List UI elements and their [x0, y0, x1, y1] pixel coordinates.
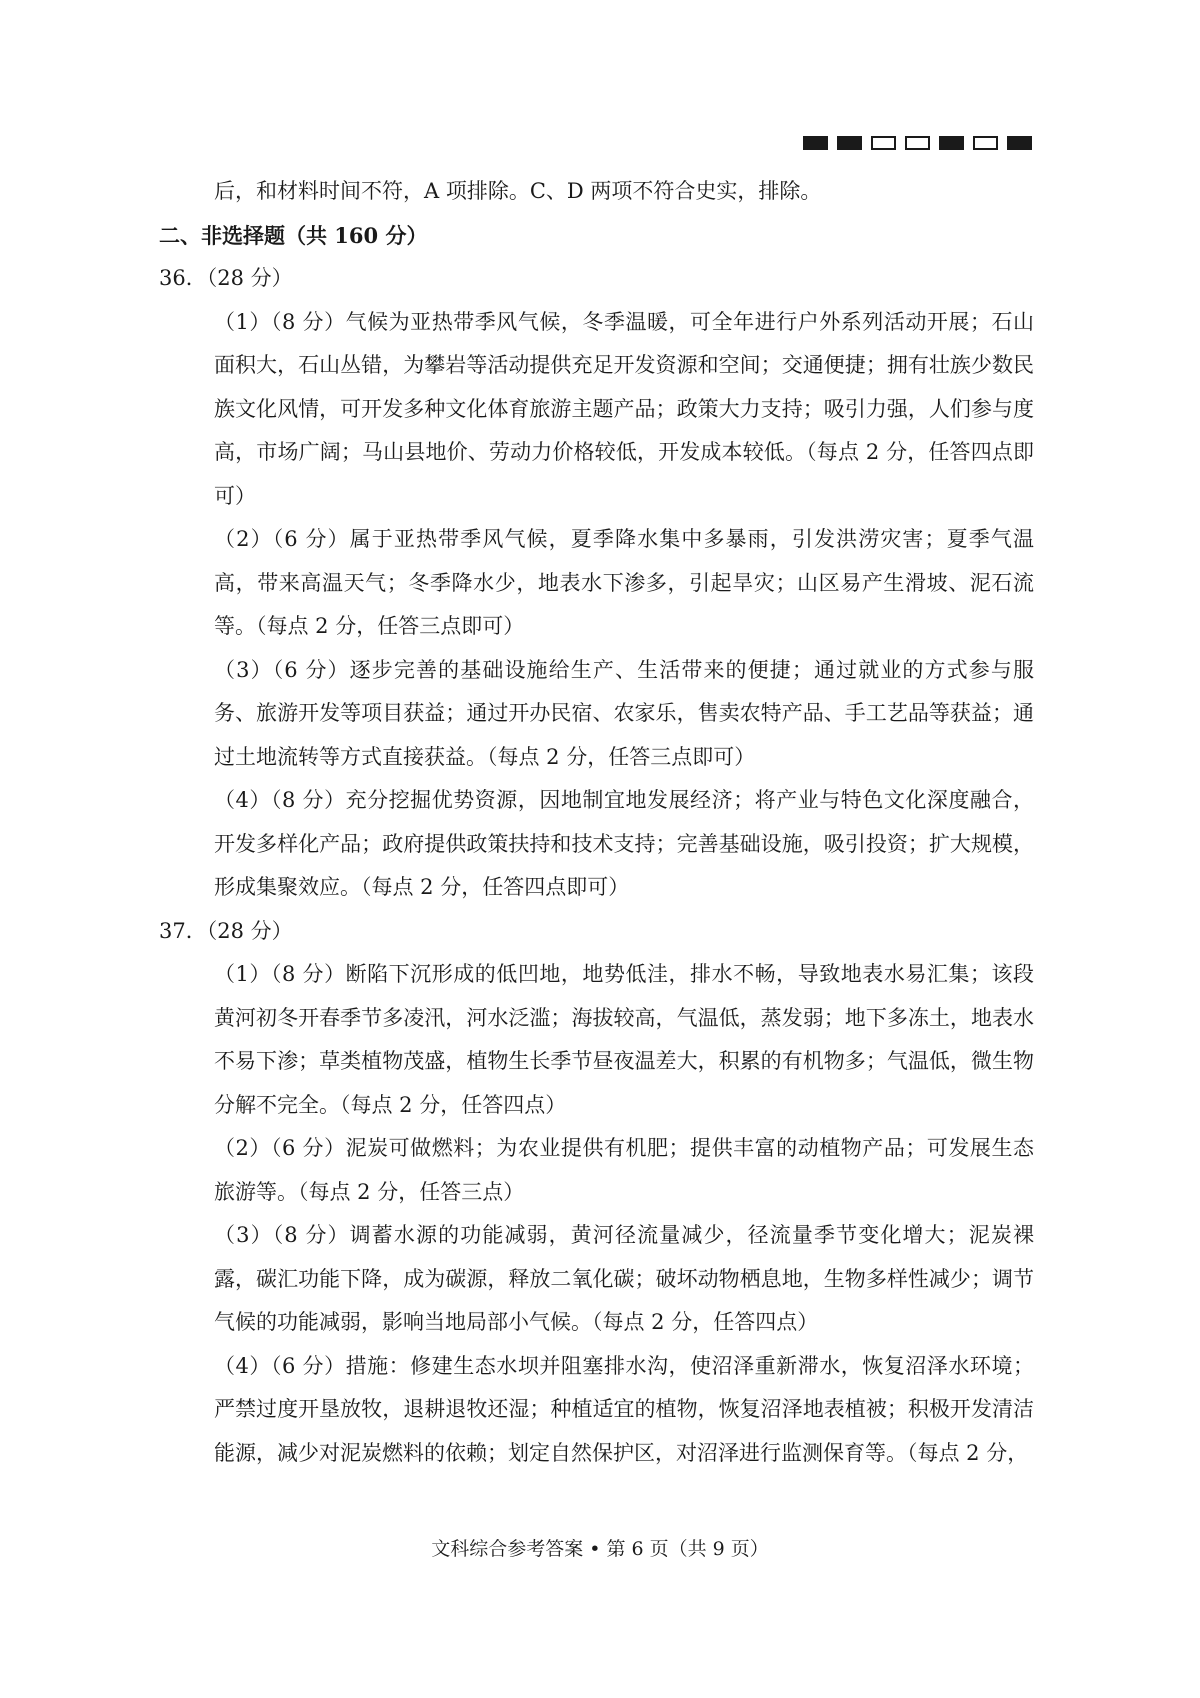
lead-line: 后，和材料时间不符，A 项排除。C、D 两项不符合史实，排除。: [214, 179, 822, 203]
page-marker-blocks: [803, 136, 1032, 150]
answer-content: [159, 170, 1034, 1475]
q36-answer-1: （1）（8 分）气候为亚热带季风气候，冬季温暖，可全年进行户外系列活动开展；石山面积大，石山丛错，为攀岩等活动提供充足开发资源和空间；交通便捷；拥有壮族少数民族文化风情，可开发多种文化体育旅游主题产品；政策大力支持；吸引力强，人们参与度高，市场广阔；马山县地价、劳动力价格较低，开发成本较低。（每点 2 分，任答四点即可）: [214, 309, 1034, 508]
marker-block-6: [973, 136, 998, 150]
q36-answer-3: （3）（6 分）逐步完善的基础设施给生产、生活带来的便捷；通过就业的方式参与服务、旅游开发等项目获益；通过开办民宿、农家乐，售卖农特产品、手工艺品等获益；通过土地流转等方式直接获益。（每点 2 分，任答三点即可）: [214, 657, 1034, 769]
marker-block-7: [1007, 136, 1032, 150]
marker-block-3: [871, 136, 896, 150]
marker-block-4: [905, 136, 930, 150]
marker-block-5: [939, 136, 964, 150]
q37-answer-1: （1）（8 分）断陷下沉形成的低凹地，地势低洼，排水不畅，导致地表水易汇集；该段黄河初冬开春季节多凌汛，河水泛滥；海拔较高，气温低，蒸发弱；地下多冻土，地表水不易下渗；草类植物茂盛，植物生长季节昼夜温差大，积累的有机物多；气温低，微生物分解不完全。（每点 2 分，任答四点）: [214, 962, 1034, 1117]
question-37-label: 37．（28 分）: [159, 918, 293, 943]
q37-answer-3: （3）（8 分）调蓄水源的功能减弱，黄河径流量减少，径流量季节变化增大；泥炭裸露，碳汇功能下降，成为碳源，释放二氧化碳；破坏动物栖息地，生物多样性减少；调节气候的功能减弱，影响当地局部小气候。（每点 2 分，任答四点）: [214, 1223, 1034, 1334]
marker-block-1: [803, 136, 828, 150]
section-title: 二、非选择题（共 160 分）: [159, 222, 428, 248]
marker-block-2: [837, 136, 862, 150]
q37-answer-2: （2）（6 分）泥炭可做燃料；为农业提供有机肥；提供丰富的动植物产品；可发展生态旅游等。（每点 2 分，任答三点）: [214, 1136, 1034, 1204]
q37-answer-4: （4）（6 分）措施：修建生态水坝并阻塞排水沟，使沼泽重新滞水，恢复沼泽水环境；严禁过度开垦放牧，退耕退牧还湿；种植适宜的植物，恢复沼泽地表植被；积极开发清洁能源，减少对泥炭燃料的依赖；划定自然保护区，对沼泽进行监测保育等。（每点 2 分，: [214, 1353, 1034, 1465]
question-36-label: 36．（28 分）: [159, 266, 293, 290]
page-footer: 文科综合参考答案 • 第 6 页（共 9 页）: [431, 1538, 769, 1560]
q36-answer-2: （2）（6 分）属于亚热带季风气候，夏季降水集中多暴雨，引发洪涝灾害；夏季气温高，带来高温天气；冬季降水少，地表水下渗多，引起旱灾；山区易产生滑坡、泥石流等。（每点 2 分，任答三点即可）: [214, 527, 1034, 638]
q36-answer-4: （4）（8 分）充分挖掘优势资源，因地制宜地发展经济；将产业与特色文化深度融合，开发多样化产品；政府提供政策扶持和技术支持；完善基础设施，吸引投资；扩大规模，形成集聚效应。（每点 2 分，任答四点即可）: [214, 788, 1034, 899]
